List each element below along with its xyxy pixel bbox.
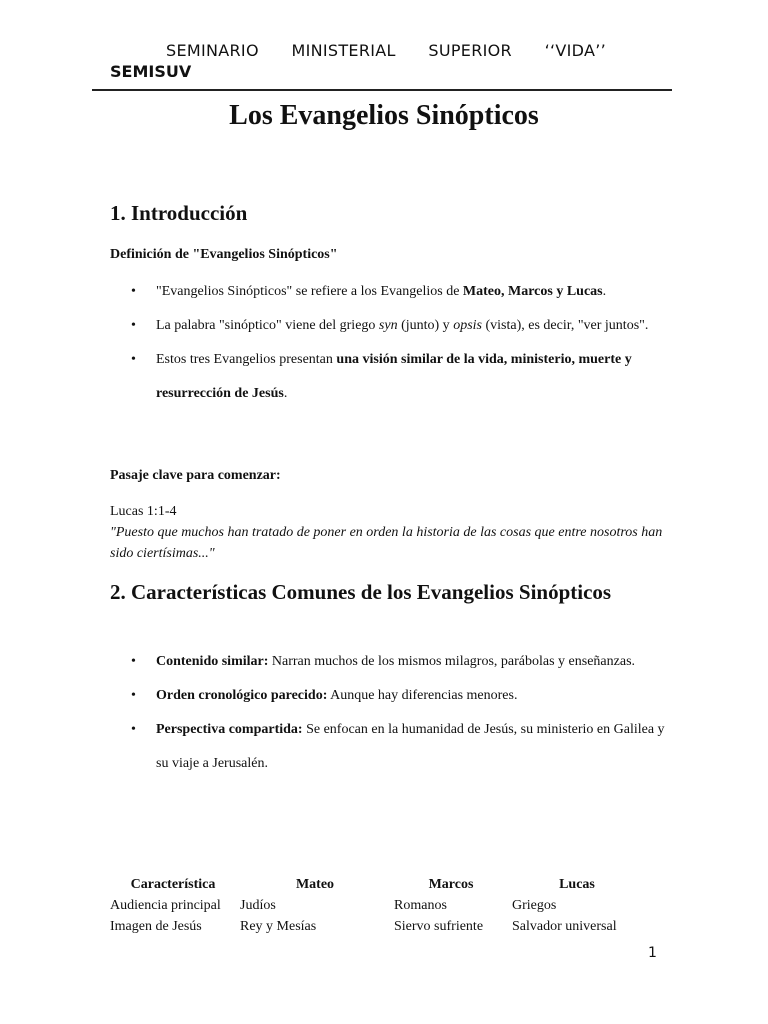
header-divider xyxy=(92,89,672,91)
header-word: SUPERIOR xyxy=(428,41,512,60)
document-title: Los Evangelios Sinópticos xyxy=(229,100,539,131)
table-header-cell: Lucas xyxy=(559,877,595,892)
list-item xyxy=(110,275,670,309)
table-cell: Imagen de Jesús xyxy=(110,919,202,934)
table-header-cell: Marcos xyxy=(428,877,474,892)
header-institution xyxy=(166,41,606,60)
table-cell: Judíos xyxy=(240,898,276,913)
bullet-text: "Evangelios Sinópticos" se refiere a los Evangelios de xyxy=(156,284,463,299)
bullet-bold: Perspectiva compartida: xyxy=(156,722,303,737)
scripture-reference: Lucas 1:1-4 xyxy=(110,504,177,519)
bullet-text: Se enfocan en la humanidad de Jesús, su ministerio en Galilea y su viaje a Jerusalén. xyxy=(156,722,665,771)
bullet-text: . xyxy=(283,386,288,401)
bullet-text: Aunque hay diferencias menores. xyxy=(327,688,518,703)
scripture-quote: "Puesto que muchos han tratado de poner en orden la historia de las cosas que entre nosotros han sido ciertísimas..." xyxy=(110,525,663,561)
bullet-italic: opsis xyxy=(453,318,482,333)
key-passage-label: Pasaje clave para comenzar: xyxy=(110,468,281,483)
gospels-comparison-table xyxy=(108,874,644,937)
page-number: 1 xyxy=(648,945,657,961)
table-header-cell: Característica xyxy=(130,877,216,892)
bullet-bold: Orden cronológico parecido: xyxy=(156,688,328,703)
table-header-row xyxy=(108,874,644,895)
header-acronym: SEMISUV xyxy=(110,62,192,81)
bullet-bold: Mateo, Marcos y Lucas xyxy=(462,284,603,299)
definition-subheading: Definición de "Evangelios Sinópticos" xyxy=(110,247,338,262)
table-cell: Romanos xyxy=(394,898,447,913)
table-row xyxy=(108,895,644,916)
table-cell: Griegos xyxy=(512,898,557,913)
bullet-text: Narran muchos de los mismos milagros, parábolas y enseñanzas. xyxy=(268,654,636,669)
list-item xyxy=(110,309,670,343)
section-1-heading: 1. Introducción xyxy=(110,201,248,225)
section-2-heading: 2. Características Comunes de los Evangelios Sinópticos xyxy=(110,580,612,604)
characteristics-list xyxy=(110,645,670,781)
definition-list xyxy=(110,275,670,411)
bullet-text: Estos tres Evangelios presentan xyxy=(156,352,337,367)
table-cell: Rey y Mesías xyxy=(240,919,317,934)
bullet-bold: una visión similar de la vida, ministerio, muerte y resurrección de Jesús xyxy=(156,352,632,401)
bullet-bold: Contenido similar: xyxy=(156,654,269,669)
table-row xyxy=(108,916,644,937)
bullet-text: La palabra "sinóptico" viene del griego xyxy=(156,318,379,333)
bullet-text: . xyxy=(602,284,607,299)
table-header-cell: Mateo xyxy=(295,877,335,892)
table-cell: Audiencia principal xyxy=(110,898,221,913)
list-item xyxy=(110,679,670,713)
header-word: MINISTERIAL xyxy=(291,41,396,60)
bullet-text: (junto) y xyxy=(397,318,454,333)
table-cell: Siervo sufriente xyxy=(394,919,484,934)
list-item xyxy=(110,645,670,679)
bullet-italic: syn xyxy=(378,318,398,333)
header-word: ‘‘VIDA’’ xyxy=(544,41,606,60)
list-item xyxy=(110,713,670,781)
list-item xyxy=(110,343,670,411)
header-word: SEMINARIO xyxy=(166,41,259,60)
table-cell: Salvador universal xyxy=(512,919,617,934)
bullet-text: (vista), es decir, "ver juntos". xyxy=(481,318,649,333)
